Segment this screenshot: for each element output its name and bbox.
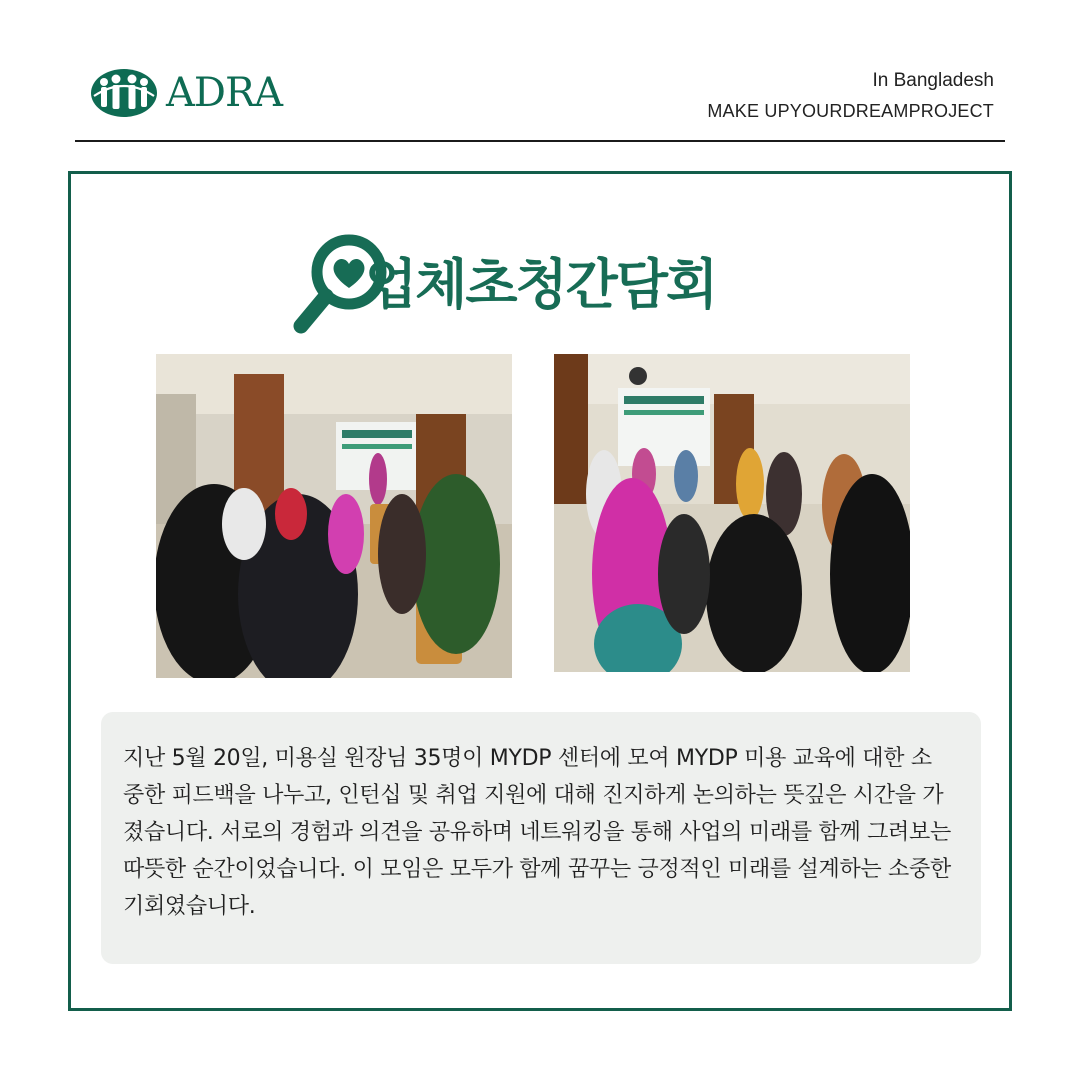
content-frame — [68, 171, 1012, 1011]
description-text: 지난 5월 20일, 미용실 원장님 35명이 MYDP 센터에 모여 MYDP 미용 교육에 대한 소중한 피드백을 나누고, 인턴십 및 취업 지원에 대해 진지하게 논의하는 뜻깊은 시간을 가졌습니다. 서로의 경험과 의견을 공유하며 네트워킹을 통해 사업의 미래를 함께 그려보는 따뜻한 순간이었습니다. 이 모임은 모두가 함께 꿈꾸는 긍정적인 미래를 설계하는 소중한 기회였습니다. — [123, 746, 951, 919]
meeting-photo-left — [156, 354, 512, 678]
adra-logo — [88, 66, 282, 120]
region-label: In Bangladesh — [872, 70, 994, 91]
description-card — [101, 712, 981, 964]
page-title: 업체초청간담회 — [365, 253, 717, 316]
title-block — [291, 226, 771, 336]
header-divider — [75, 140, 1005, 142]
header — [0, 0, 1080, 142]
meeting-photo-right — [554, 354, 910, 672]
project-name: MAKE UPYOURDREAMPROJECT — [707, 101, 994, 121]
adra-people-circle-icon — [88, 66, 160, 120]
logo-text: ADRA — [166, 70, 282, 116]
tagline — [707, 70, 994, 122]
